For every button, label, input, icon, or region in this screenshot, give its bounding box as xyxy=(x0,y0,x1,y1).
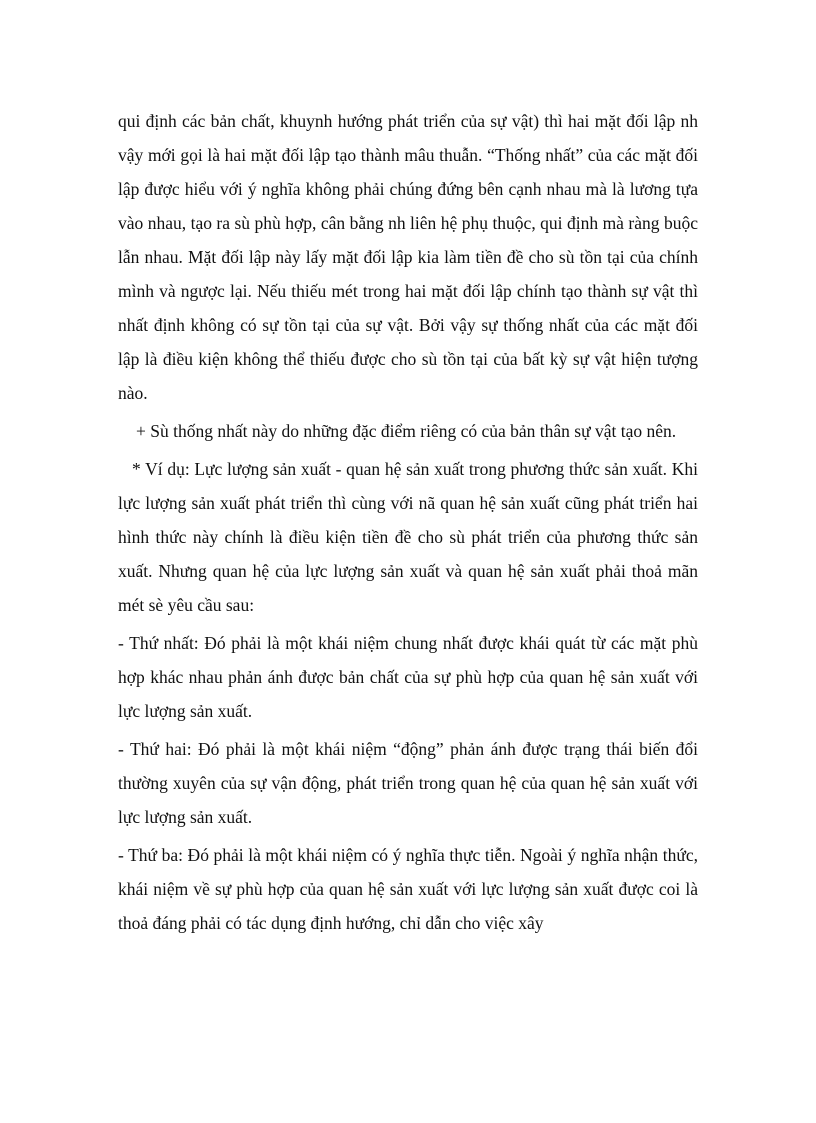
paragraph-unity-of-opposites: qui định các bản chất, khuynh hướng phát triển của sự vật) thì hai mặt đối lập nh vậy mới gọi là hai mặt đối lập tạo thành mâu thuẫn. “Thống nhất” của các mặt đối lập được hiểu với ý nghĩa không phải chúng đứng bên cạnh nhau mà là lương tựa vào nhau, tạo ra sù phù hợp, cân bằng nh liên hệ phụ thuộc, qui định mà ràng buộc lẫn nhau. Mặt đối lập này lấy mặt đối lập kia làm tiền đề cho sù tồn tại của chính mình và ngược lại. Nếu thiếu mét trong hai mặt đối lập chính tạo thành sự vật thì nhất định không có sự tồn tại của sự vật. Bởi vậy sự thống nhất của các mặt đối lập là điều kiện không thể thiếu được cho sù tồn tại của bất kỳ sự vật hiện tượng nào. xyxy=(118,111,698,403)
paragraph-requirement-second: - Thứ hai: Đó phải là một khái niệm “động” phản ánh được trạng thái biến đổi thường xuyên của sự vận động, phát triển trong quan hệ của quan hệ sản xuất với lực lượng sản xuất. xyxy=(118,739,698,827)
paragraph-requirement-first: - Thứ nhất: Đó phải là một khái niệm chung nhất được khái quát từ các mặt phù hợp khác nhau phản ánh được bản chất của sự phù hợp của quan hệ sản xuất với lực lượng sản xuất. xyxy=(118,633,698,721)
paragraph-requirement-third: - Thứ ba: Đó phải là một khái niệm có ý nghĩa thực tiễn. Ngoài ý nghĩa nhận thức, khái niệm về sự phù hợp của quan hệ sản xuất với lực lượng sản xuất được coi là thoả đáng phải có tác dụng định hướng, chỉ dẫn cho việc xây xyxy=(118,845,698,933)
paragraph-example: * Ví dụ: Lực lượng sản xuất - quan hệ sản xuất trong phương thức sản xuất. Khi lực lượng sản xuất phát triển thì cùng với nã quan hệ sản xuất cũng phát triển hai hình thức này chính là điều kiện tiền đề cho sù phát triển của phương thức sản xuất. Nhưng quan hệ của lực lượng sản xuất và quan hệ sản xuất phải thoả mãn mét sè yêu cầu sau: xyxy=(118,459,698,615)
paragraph-unity-characteristics: + Sù thống nhất này do những đặc điểm riêng có của bản thân sự vật tạo nên. xyxy=(136,421,677,441)
document-page xyxy=(118,104,698,940)
